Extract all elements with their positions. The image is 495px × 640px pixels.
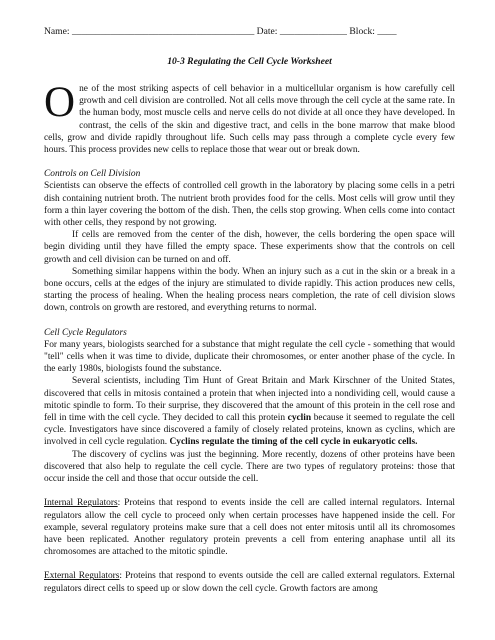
body-text: [44, 79, 455, 595]
external-regulators-label: External Regulators: [44, 571, 120, 582]
controls-paragraph-2: If cells are removed from the center of the dish, however, the cells bordering the open space will begin dividing until they have filled the empty space. These experiments show that the controls on cell growth and cell division can be turned on and off.: [44, 230, 455, 265]
external-regulators-paragraph: [44, 570, 455, 594]
regulators-p2-text-c: because it seemed to regulate the cell cycle. Investigators have since discovered a family of closely related proteins, known as cyclins, which are involved in cell cycle regulation.: [44, 413, 455, 448]
drop-cap: O: [44, 79, 76, 126]
spacer: [44, 558, 455, 570]
controls-paragraph-3: Something similar happens within the body. When an injury such as a cut in the skin or a break in a bone occurs, cells at the edges of the injury are stimulated to divide rapidly. This action produces new cells, starting the process of healing. When the healing process nears completion, the rate of cell division slows down, controls on growth are restored, and everything returns to normal.: [44, 266, 455, 314]
regulators-paragraph-2: [44, 375, 455, 448]
intro-paragraph: [44, 79, 455, 156]
controls-heading: Controls on Cell Division: [44, 169, 141, 180]
controls-paragraph-1: Scientists can observe the effects of controlled cell growth in the laboratory by placing some cells in a petri dish containing nutrient broth. The nutrient broth provides food for the cells. Most cells will grow until they form a thin layer covering the bottom of the dish. Then, the cells stop growing. When cells come into contact with other cells, they respond by not growing.: [44, 181, 455, 229]
cyclin-term: cyclin: [287, 413, 312, 424]
cyclin-key-sentence: Cyclins regulate the timing of the cell cycle in eukaryotic cells.: [169, 437, 418, 448]
internal-regulators-text: : Proteins that respond to events inside the cell are called internal regulators. Internal regulators allow the cell cycle to proceed only when certain processes have happened inside the cell. For example, several regulatory proteins make sure that a cell does not enter mitosis until all its chromosomes have been replicated. Another regulatory protein prevents a cell from entering anaphase until all its chromosomes are attached to the mitotic spindle.: [44, 498, 455, 558]
spacer: [44, 485, 455, 497]
name-date-block-line: Name: ______________________________________ Date: ______________ Block: ____: [44, 26, 397, 37]
regulators-p2-text-a: Several scientists, including Tim Hunt of Great Britain and Mark Kirschner of the United States, discovered that cells in mitosis contained a protein that when injected into a nondividing cell, would cause a mitotic spindle to form. To their surprise, they discovered that the amount of this protein in the cell rose and fell in time with the cell cycle. They decided to call this protein: [44, 376, 455, 424]
regulators-paragraph-3: The discovery of cyclins was just the beginning. More recently, dozens of other proteins have been discovered that also help to regulate the cell cycle. There are two types of regulatory proteins: those that occur inside the cell and those that occur outside the cell.: [44, 449, 455, 485]
internal-regulators-label: Internal Regulators: [44, 498, 118, 509]
page-title: 10-3 Regulating the Cell Cycle Worksheet: [167, 56, 332, 67]
regulators-paragraph-1: For many years, biologists searched for a substance that might regulate the cell cycle - something that would "tell" cells when it was time to divide, duplicate their chromosomes, or enter another phase of the cycle. In the early 1980s, biologists found the substance.: [44, 339, 455, 375]
internal-regulators-paragraph: [44, 497, 455, 558]
intro-text: ne of the most striking aspects of cell behavior in a multicellular organism is how carefully cell growth and cell division are controlled. Not all cells move through the cell cycle at the same rate. In the human body, most muscle cells and nerve cells do not divide at all once they have developed. In contrast, the cells of the skin and digestive tract, and cells in the bone marrow that make blood cells, grow and divide rapidly throughout life. Such cells may pass through a complete cycle every few hours. This process provides new cells to replace those that wear out or break down.: [44, 84, 455, 156]
external-regulators-text: : Proteins that respond to events outside the cell are called external regulators. External regulators direct cells to speed up or slow down the cell cycle. Growth factors are among: [44, 571, 455, 594]
regulators-heading: Cell Cycle Regulators: [44, 327, 127, 338]
